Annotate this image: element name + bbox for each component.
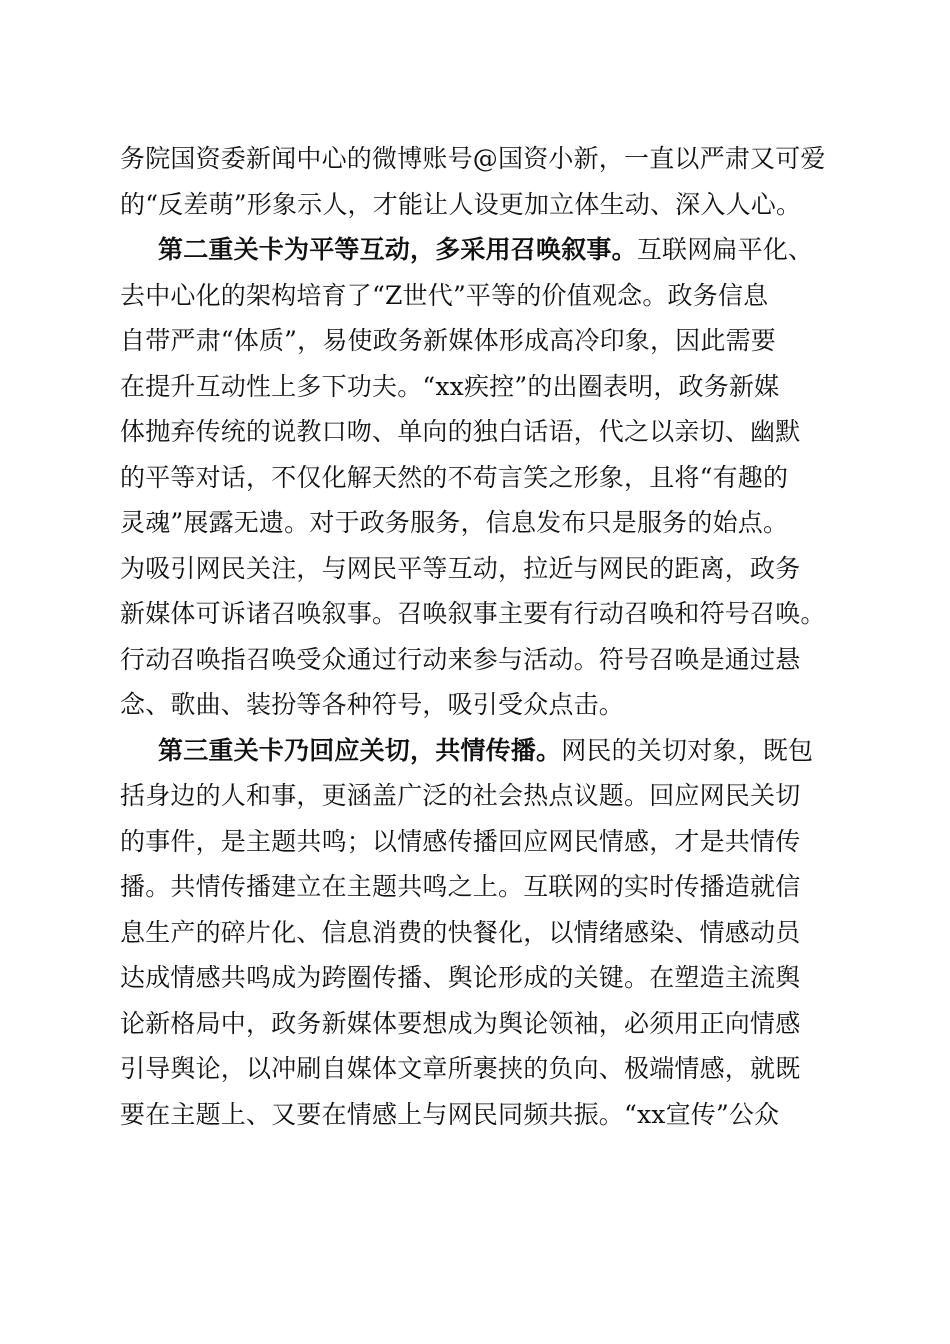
- text-line: 引导舆论，以冲刷自媒体文章所裹挟的负向、极端情感，就既: [120, 1054, 801, 1083]
- paragraph-first-line: [120, 227, 840, 273]
- text-line: 要在主题上、又要在情感上与网民同频共振。“xx宣传”公众: [120, 1099, 780, 1129]
- paragraph-first-line-text: 网民的关切对象，既包: [561, 735, 814, 765]
- text-line: 括身边的人和事，更涵盖广泛的社会热点议题。回应网民关切: [120, 781, 801, 810]
- text-line: 的平等对话，不仅化解天然的不苟言笑之形象，且将“有趣的: [120, 462, 789, 492]
- text-line: 达成情感共鸣成为跨圈传播、舆论形成的关键。在塑造主流舆: [120, 963, 801, 992]
- text-line: 息生产的碎片化、信息消费的快餐化，以情绪感染、情感动员: [120, 917, 801, 947]
- text-line: 新媒体可诉诸召唤叙事。召唤叙事主要有行动召唤和符号召唤。: [120, 599, 826, 628]
- text-line: 行动召唤指召唤受众通过行动来参与活动。符号召唤是通过悬: [120, 644, 801, 674]
- text-line: 在提升互动性上多下功夫。“xx疾控”的出圈表明，政务新媒: [120, 371, 780, 401]
- text-line: 务院国资委新闻中心的微博账号@国资小新，一直以严肃又可爱: [120, 144, 826, 173]
- paragraph-first-line-text: 互联网扁平化、: [636, 235, 814, 264]
- text-line: 的“反差萌”形象示人，才能让人设更加立体生动、深入人心。: [120, 189, 802, 219]
- paragraph-first-line: [120, 728, 840, 774]
- paragraph-1: [120, 136, 840, 227]
- text-line: 去中心化的架构培育了“Z世代”平等的价值观念。政务信息: [120, 280, 769, 310]
- text-line: 的事件，是主题共鸣；以情感传播回应网民情感，才是共情传: [120, 826, 801, 856]
- text-line: 灵魂”展露无遗。对于政务服务，信息发布只是服务的始点。: [120, 508, 789, 537]
- text-line: 论新格局中，政务新媒体要想成为舆论领袖，必须用正向情感: [120, 1008, 801, 1038]
- paragraph-heading: 第三重关卡乃回应关切，共情传播。: [158, 735, 562, 765]
- paragraph-2: [120, 227, 840, 728]
- paragraph-heading: 第二重关卡为平等互动，多采用召唤叙事。: [158, 235, 637, 264]
- text-line: 播。共情传播建立在主题共鸣之上。互联网的实时传播造就信: [120, 872, 801, 901]
- text-line: 为吸引网民关注，与网民平等互动，拉近与网民的距离，政务: [120, 553, 801, 583]
- text-line: 自带严肃“体质”，易使政务新媒体形成高冷印象，因此需要: [120, 326, 776, 355]
- text-line: 念、歌曲、装扮等各种符号，吸引受众点击。: [120, 690, 625, 719]
- paragraph-3: [120, 728, 840, 1138]
- body-text: [120, 136, 840, 1137]
- text-line: 体抛弃传统的说教口吻、单向的独白话语，代之以亲切、幽默: [120, 417, 801, 446]
